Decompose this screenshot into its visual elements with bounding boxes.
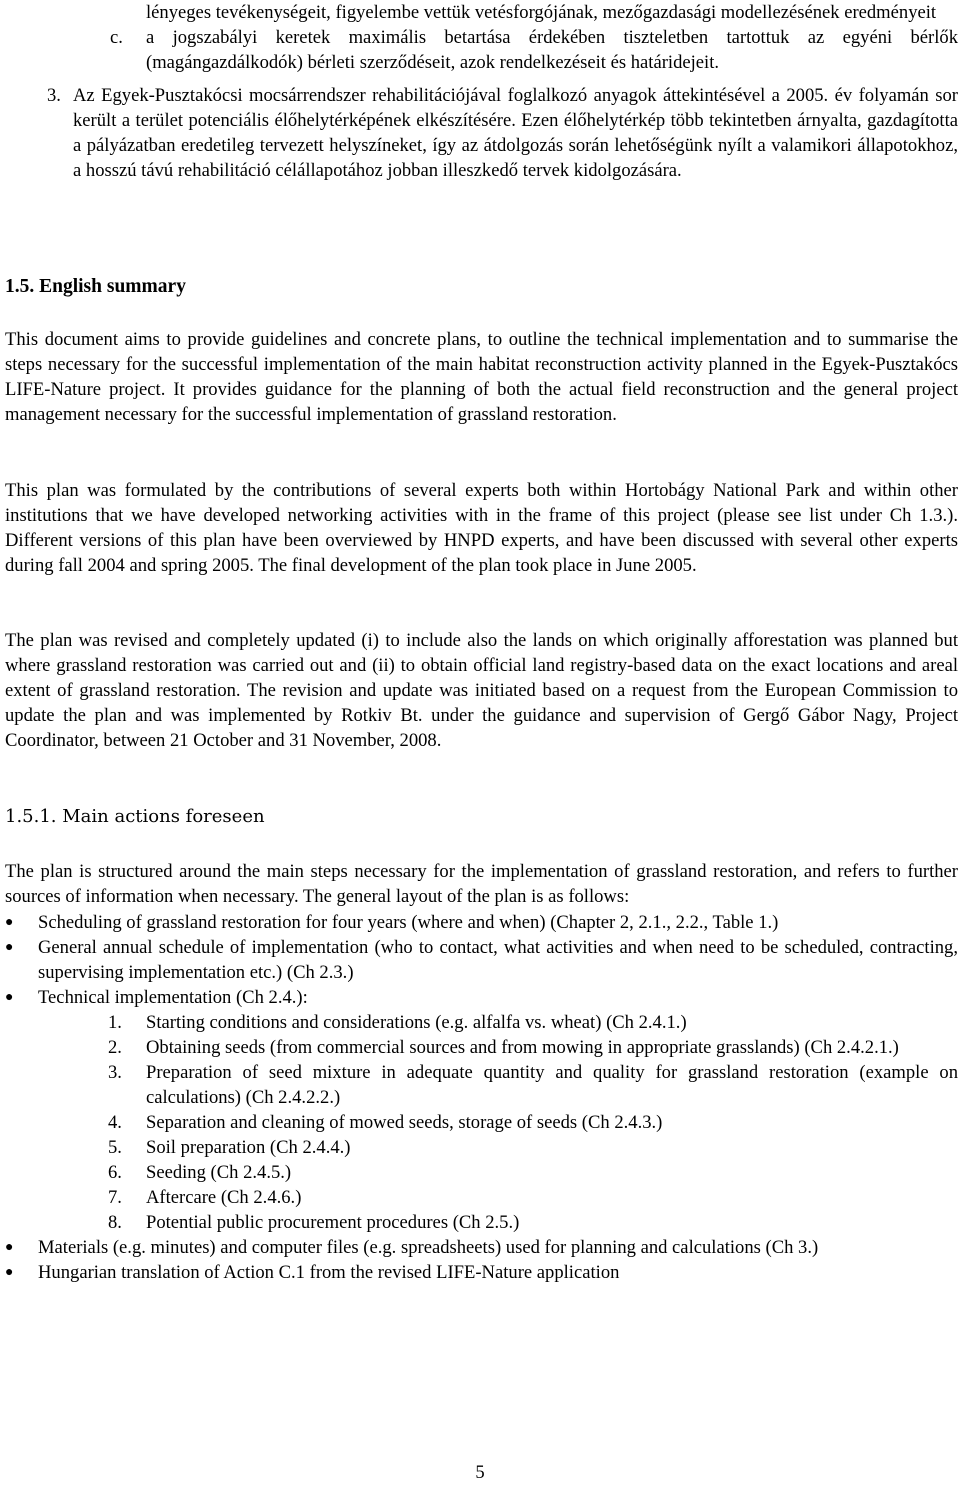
list-item-3 [47,83,958,183]
section-heading: 1.5. English summary [5,276,186,297]
list-item [5,1260,958,1285]
bullet-icon: ● [5,990,14,1005]
step-number: 6. [108,1162,122,1183]
step-text: Seeding (Ch 2.4.5.) [146,1162,292,1183]
step-number: 8. [108,1212,122,1233]
bullet-icon: ● [5,940,14,955]
list-item-text: Materials (e.g. minutes) and computer files (e.g. spreadsheets) used for planning and calculations (Ch 3.) [38,1237,819,1258]
list-item-text: a jogszabályi keretek maximális betartása érdekében tiszteletben tartottuk az egyéni bérlők (magángazdálkodók) bérleti szerződéseit, azok rendelkezéseit és határidejeit. [146,27,958,73]
step-number: 7. [108,1187,122,1208]
step-text: Potential public procurement procedures (Ch 2.5.) [146,1212,520,1233]
subsection-heading: 1.5.1. Main actions foreseen [5,806,265,827]
list-item-text: Az Egyek-Pusztakócsi mocsárrendszer rehabilitációjával foglalkozó anyagok áttekintésével a 2005. év folyamán sor került a terület potenciális élőhelytérképének elkészítésére. Ezen élőhelytérkép több tekintetben árnyalta, gazdagította a pályázatban eredetileg tervezett helyszíneket, így az átdolgozás során lehetőségünk nyílt a valamikori állapotokhoz, a hosszú távú rehabilitáció célállapotához jobban illeszkedő tervek kidolgozására. [73,85,958,181]
paragraph: The plan was revised and completely updated (i) to include also the lands on which originally afforestation was planned but where grassland restoration was carried out and (ii) to obtain official land registry-based data on the exact locations and areal extent of grassland restoration. The revision and update was initiated based on a request from the European Commission to update the plan and was implemented by Rotkiv Bt. under the guidance and supervision of Gergő Gábor Nagy, Project Coordinator, between 21 October and 31 November, 2008. [5,630,958,751]
step-text: Obtaining seeds (from commercial sources and from mowing in appropriate grasslands) (Ch 2.4.2.1.) [146,1037,899,1058]
list-item [5,935,958,985]
step-number: 3. [108,1062,122,1083]
step-text: Aftercare (Ch 2.4.6.) [146,1187,302,1208]
step-text: Separation and cleaning of mowed seeds, storage of seeds (Ch 2.4.3.) [146,1112,663,1133]
bullet-icon: ● [5,1265,14,1280]
step-number: 5. [108,1137,122,1158]
list-item [5,985,958,1010]
subsection-intro: The plan is structured around the main steps necessary for the implementation of grassland restoration, and refers to further sources of information when necessary. The general layout of the plan is as follows: [5,861,958,907]
intro-list [0,0,958,183]
numbered-step [108,1010,958,1035]
numbered-step [108,1060,958,1110]
list-item-text: Scheduling of grassland restoration for four years (where and when) (Chapter 2, 2.1., 2.2., Table 1.) [38,912,779,933]
step-text: Preparation of seed mixture in adequate quantity and quality for grassland restoration (example on calculations) (Ch 2.4.2.2.) [146,1062,958,1108]
step-number: 2. [108,1037,122,1058]
numbered-step [108,1185,958,1210]
bullet-list [5,910,958,1285]
list-item-text: Technical implementation (Ch 2.4.): [38,987,308,1008]
list-item-text: Hungarian translation of Action C.1 from the revised LIFE-Nature application [38,1262,620,1283]
numbered-step [108,1160,958,1185]
list-marker: 3. [47,85,61,106]
numbered-step [108,1210,958,1235]
step-number: 1. [108,1012,122,1033]
numbered-step [108,1110,958,1135]
step-number: 4. [108,1112,122,1133]
list-item-c [110,25,958,75]
step-text: Soil preparation (Ch 2.4.4.) [146,1137,351,1158]
numbered-step [108,1135,958,1160]
paragraph: This document aims to provide guidelines and concrete plans, to outline the technical implementation and to summarise the steps necessary for the successful implementation of the main habitat reconstruction activity planned in the Egyek-Pusztakócs LIFE-Nature project. It provides guidance for the planning of both the actual field reconstruction and the general project management necessary for the successful implementation of grassland restoration. [5,329,958,425]
list-item-text: General annual schedule of implementation (who to contact, what activities and when need to be scheduled, contracting, supervising implementation etc.) (Ch 2.3.) [38,937,958,983]
numbered-step [108,1035,958,1060]
list-marker: c. [110,27,123,48]
list-item [5,1235,958,1260]
list-item [5,910,958,935]
paragraph: This plan was formulated by the contributions of several experts both within Hortobágy National Park and within other institutions that we have developed networking activities with in the frame of this project (please see list under Ch 1.3.). Different versions of this plan have been overviewed by HNPD experts, and have been discussed with several other experts during fall 2004 and spring 2005. The final development of the plan took place in June 2005. [5,480,958,576]
step-text: Starting conditions and considerations (e.g. alfalfa vs. wheat) (Ch 2.4.1.) [146,1012,687,1033]
bullet-icon: ● [5,915,14,930]
bullet-icon: ● [5,1240,14,1255]
page-number: 5 [475,1462,485,1483]
list-item-b-continuation: lényeges tevékenységeit, figyelembe vettük vetésforgójának, mezőgazdasági modellezésének eredményeit [146,2,937,23]
